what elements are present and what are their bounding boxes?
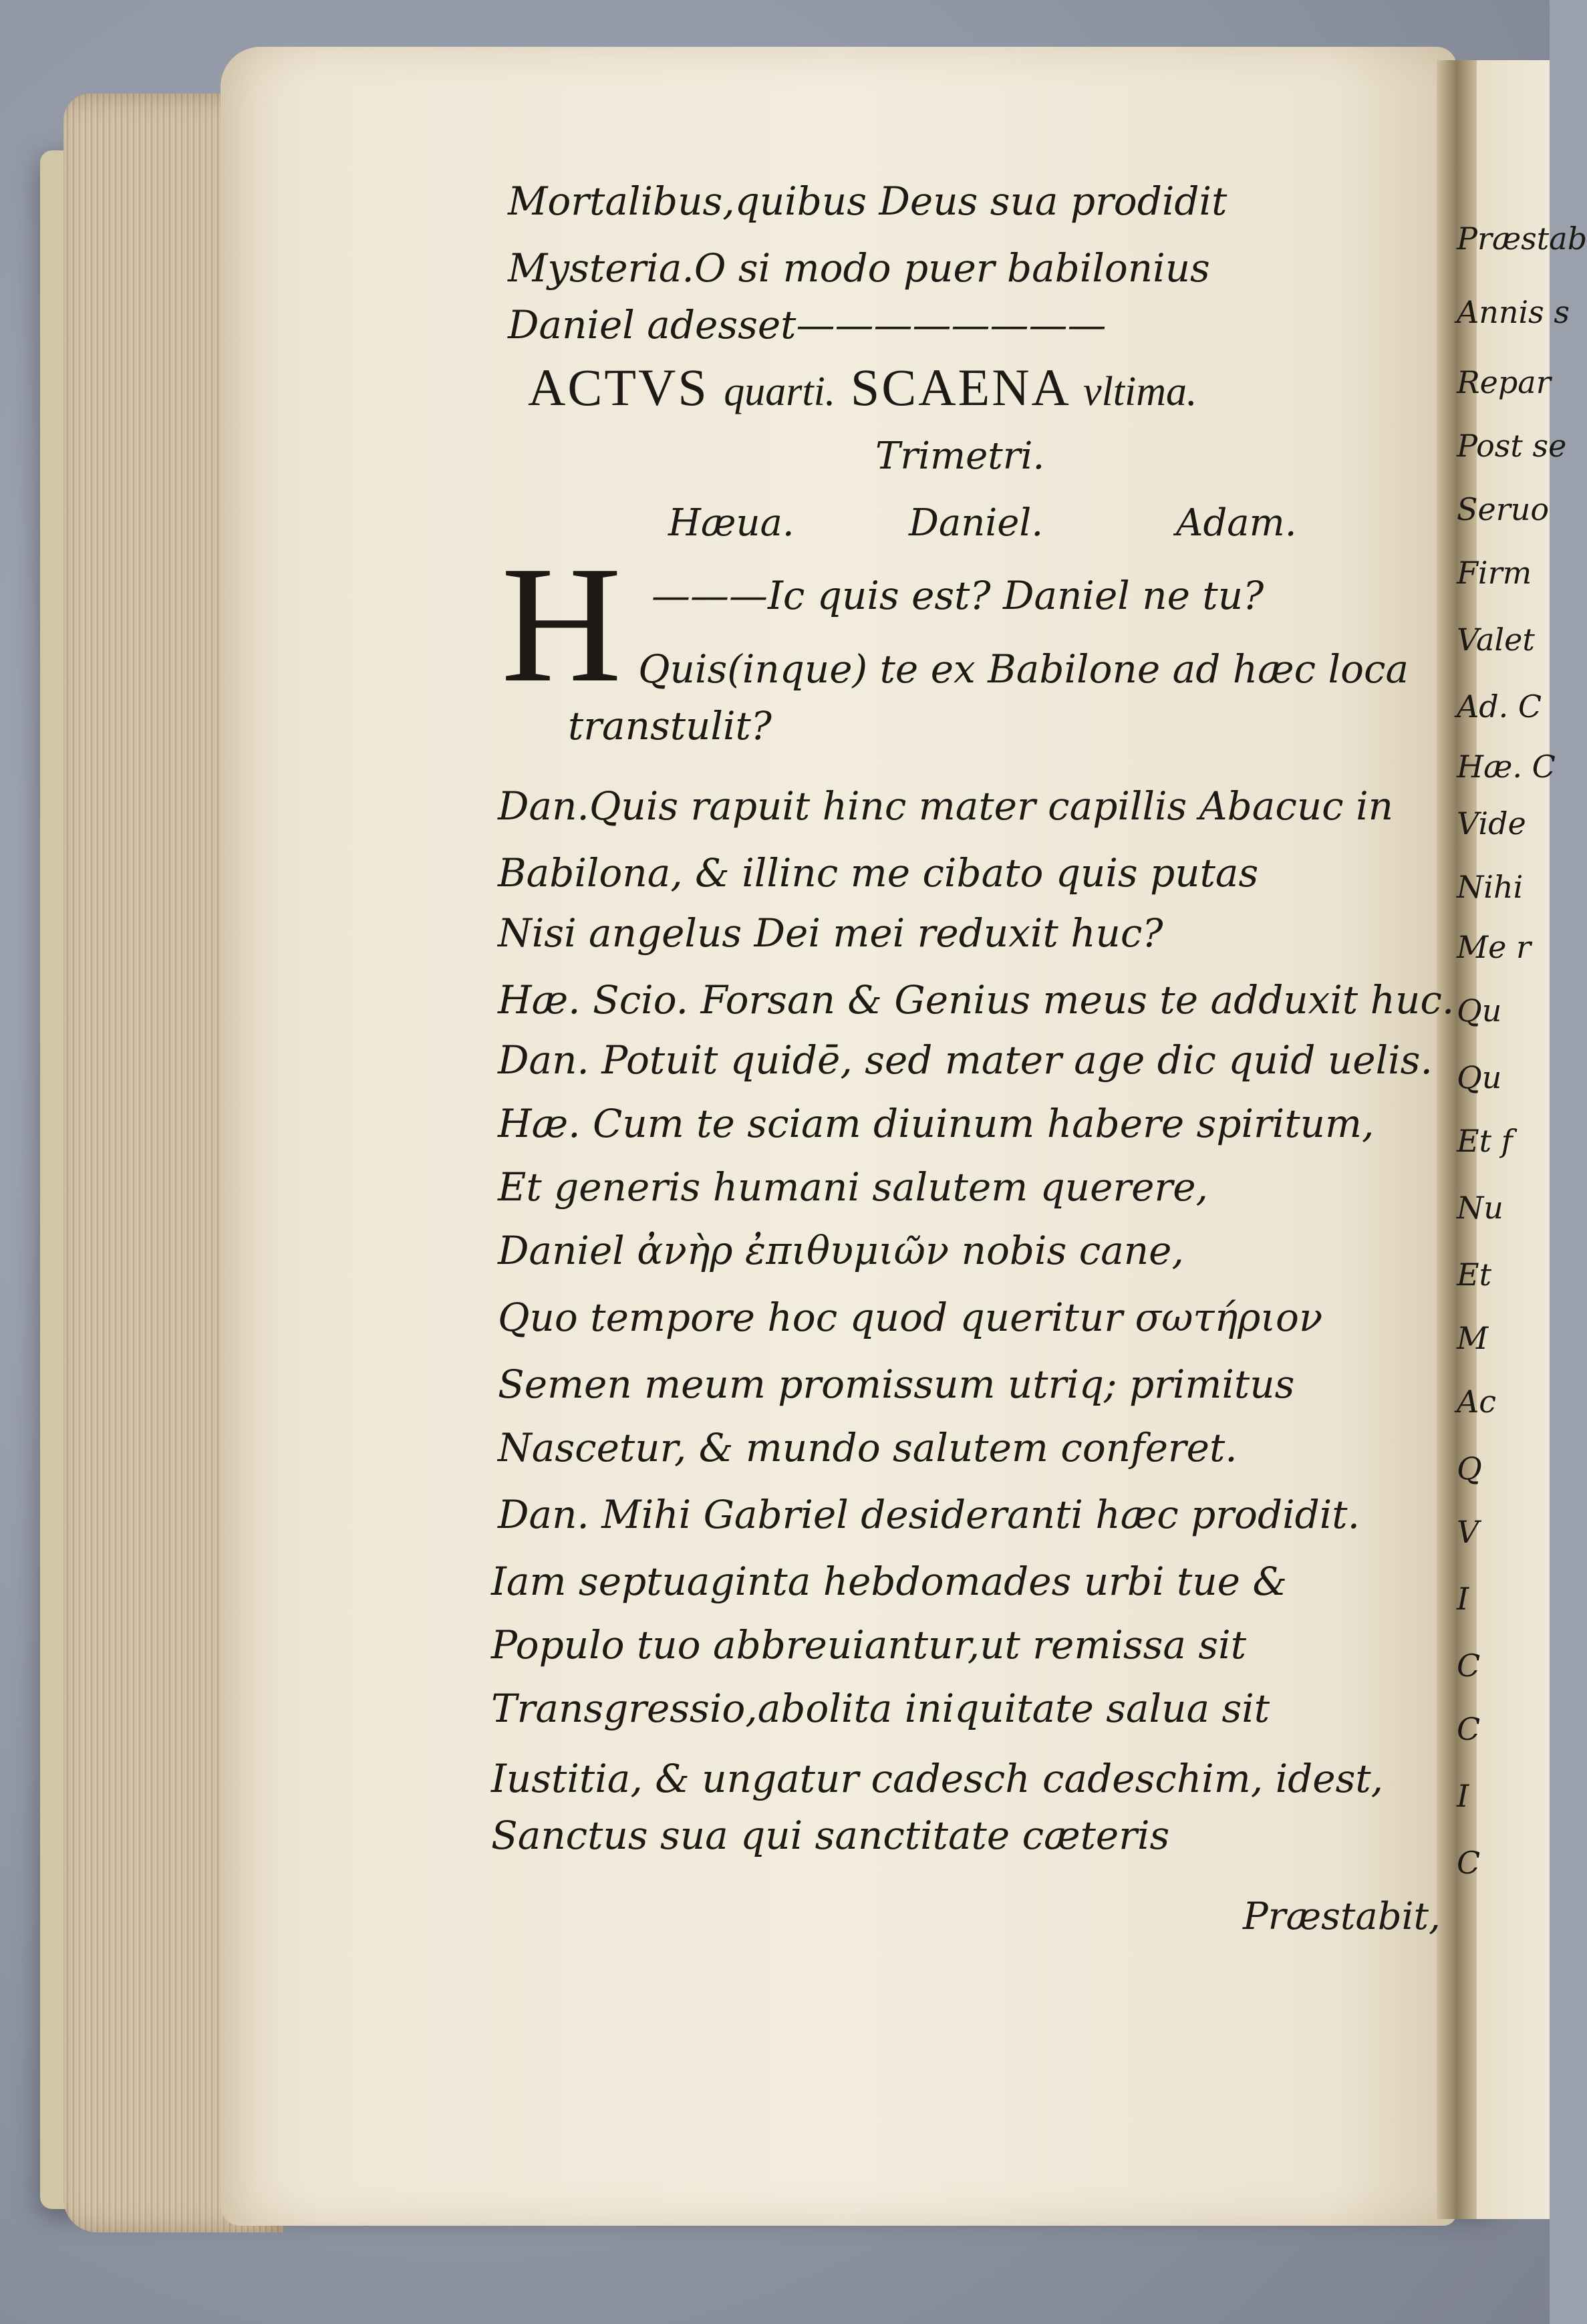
text-line: Mysteria.O si modo puer babilonius bbox=[508, 245, 1210, 291]
right-page-fragment: C bbox=[1457, 1648, 1481, 1684]
right-page-fragment: M bbox=[1457, 1320, 1489, 1356]
speaker-name: Daniel. bbox=[909, 501, 1044, 545]
text-line: Quis(inque) te ex Babilone ad hæc loca bbox=[638, 646, 1409, 692]
right-page-fragment: Et bbox=[1457, 1257, 1492, 1293]
text-line: Iustitia, & ungatur cadesch cadeschim, idest, bbox=[491, 1756, 1384, 1801]
text-line: Daniel ἀνὴρ ἐπιθυμιῶν nobis cane, bbox=[498, 1228, 1184, 1273]
text-line: Mortalibus,quibus Deus sua prodidit bbox=[508, 178, 1228, 224]
text-line: Babilona, & illinc me cibato quis putas bbox=[498, 850, 1259, 896]
text-line: Daniel adesset———————— bbox=[508, 302, 1107, 348]
speaker-name: Adam. bbox=[1176, 501, 1297, 545]
right-page-fragment: Ad. C bbox=[1457, 688, 1542, 725]
text-line: Iam septuaginta hebdomades urbi tue & bbox=[491, 1559, 1288, 1604]
meter-subheading: Trimetri. bbox=[875, 434, 1045, 478]
right-page-fragment: C bbox=[1457, 1845, 1481, 1881]
text-line: transtulit? bbox=[568, 703, 772, 749]
right-page-fragment: C bbox=[1457, 1711, 1481, 1747]
right-page-fragment: I bbox=[1457, 1778, 1469, 1814]
right-page-fragment: I bbox=[1457, 1581, 1469, 1617]
drop-capital: H bbox=[501, 532, 622, 717]
right-page-fragment: Q bbox=[1457, 1450, 1482, 1487]
heading-quarti: quarti. bbox=[724, 369, 836, 414]
text-line: ———Ic quis est? Daniel ne tu? bbox=[652, 573, 1264, 618]
text-line: Et generis humani salutem querere, bbox=[498, 1164, 1208, 1210]
speaker-name: Hæua. bbox=[668, 501, 795, 545]
heading-actus: ACTVS bbox=[528, 358, 709, 416]
text-line: Hæ. Cum te sciam diuinum habere spiritum, bbox=[498, 1101, 1375, 1146]
right-page-fragment: Seruo bbox=[1457, 491, 1550, 527]
right-page-fragment: V bbox=[1457, 1514, 1479, 1550]
heading-scaena: SCAENA bbox=[850, 358, 1068, 416]
right-page-fragment: Firm bbox=[1457, 555, 1532, 591]
right-page-fragment: Hæ. C bbox=[1457, 749, 1556, 785]
text-line: Populo tuo abbreuiantur,ut remissa sit bbox=[491, 1622, 1247, 1668]
right-page-fragment: Post se bbox=[1457, 428, 1567, 464]
right-page-fragment: Valet bbox=[1457, 622, 1535, 658]
right-page-fragment: Annis s bbox=[1457, 294, 1570, 330]
text-line: Quo tempore hoc quod queritur σωτήριον bbox=[498, 1295, 1323, 1340]
right-page-fragment: Qu bbox=[1457, 993, 1502, 1029]
text-line: Dan. Potuit quidē, sed mater age dic quid uelis. bbox=[498, 1037, 1433, 1083]
catchword: Præstabit, bbox=[1243, 1895, 1441, 1938]
text-line: Hæ. Scio. Forsan & Genius meus te adduxit huc. bbox=[498, 977, 1455, 1023]
text-line: Dan.Quis rapuit hinc mater capillis Abacuc in bbox=[498, 783, 1394, 829]
text-line: Transgressio,abolita iniquitate salua sit bbox=[491, 1686, 1270, 1731]
right-page-fragment: Nihi bbox=[1457, 869, 1524, 905]
text-line: Semen meum promissum utriq; primitus bbox=[498, 1362, 1295, 1407]
right-page-fragment: Præstab bbox=[1457, 221, 1587, 257]
heading-vltima: vltima. bbox=[1083, 369, 1197, 414]
right-page-fragment: Nu bbox=[1457, 1190, 1503, 1226]
right-page-fragment: Et f bbox=[1457, 1123, 1513, 1159]
right-page-fragment: Repar bbox=[1457, 364, 1551, 400]
act-scene-heading bbox=[528, 358, 1197, 418]
right-page-fragment: Qu bbox=[1457, 1059, 1502, 1095]
text-line: Nisi angelus Dei mei reduxit huc? bbox=[498, 910, 1163, 956]
right-page-fragment: Me r bbox=[1457, 929, 1531, 965]
text-line: Dan. Mihi Gabriel desideranti hæc prodidit. bbox=[498, 1492, 1360, 1537]
right-page-fragment: Ac bbox=[1457, 1384, 1496, 1420]
text-line: Nascetur, & mundo salutem conferet. bbox=[498, 1425, 1238, 1470]
right-page-fragment: Vide bbox=[1457, 805, 1526, 842]
text-line: Sanctus sua qui sanctitate cæteris bbox=[491, 1813, 1170, 1858]
